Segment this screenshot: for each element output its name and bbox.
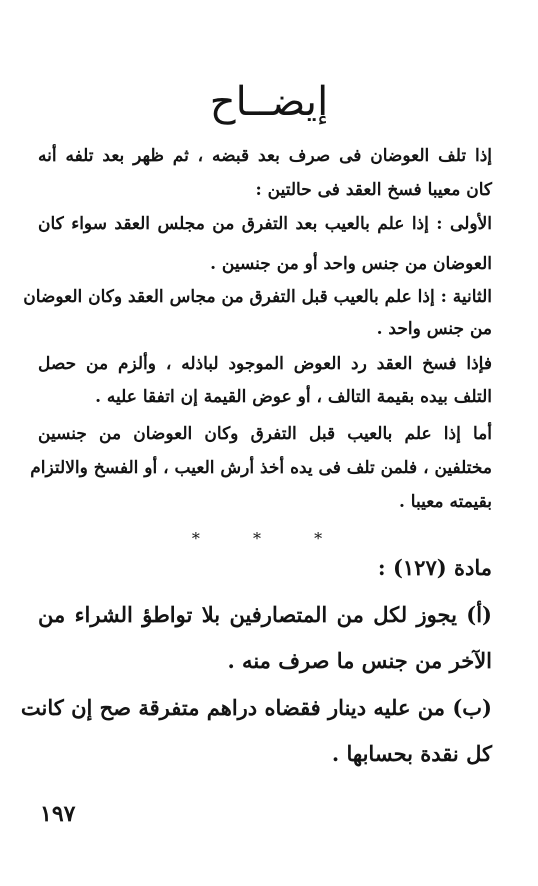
article-line: الآخر من جنس ما صرف منه . <box>227 648 492 673</box>
body-line: فإذا فسخ العقد رد العوض الموجود لباذله ، وألزم من حصل <box>38 354 492 374</box>
body-line: أما إذا علم بالعيب قبل التفرق وكان العوضان من جنسين <box>38 424 492 444</box>
page-number: ١٩٧ <box>40 801 76 827</box>
body-line: بقيمته معيبا . <box>398 492 492 512</box>
section-separator: * * * <box>191 529 347 548</box>
body-line: إذا تلف العوضان فى صرف بعد قبضه ، ثم ظهر بعد تلفه أنه <box>38 146 492 166</box>
body-line: الأولى : إذا علم بالعيب بعد التفرق من مجلس العقد سواء كان <box>38 214 492 234</box>
article-line: كل نقدة بحسابها . <box>331 741 492 766</box>
body-line: من جنس واحد . <box>376 319 492 339</box>
article-line: (ب) من عليه دينار فقضاه دراهم متفرقة صح إن كانت <box>20 695 492 720</box>
body-line: العوضان من جنس واحد أو من جنسين . <box>210 254 492 274</box>
body-line: الثانية : إذا علم بالعيب قبل التفرق من مجاس العقد وكان العوضان <box>23 287 492 307</box>
article-heading: مادة (١٢٧) : <box>377 555 492 580</box>
body-line: التلف بيده بقيمة التالف ، أو عوض القيمة إن اتفقا عليه . <box>95 387 492 407</box>
section-title: إيضــاح <box>209 79 329 125</box>
body-line: كان معيبا فسخ العقد فى حالتين : <box>255 180 492 200</box>
body-line: مختلفين ، فلمن تلف فى يده أخذ أرش العيب ، أو الفسخ والالتزام <box>30 458 492 478</box>
article-line: (أ) يجوز لكل من المتصارفين بلا تواطؤ الشراء من <box>38 602 492 627</box>
